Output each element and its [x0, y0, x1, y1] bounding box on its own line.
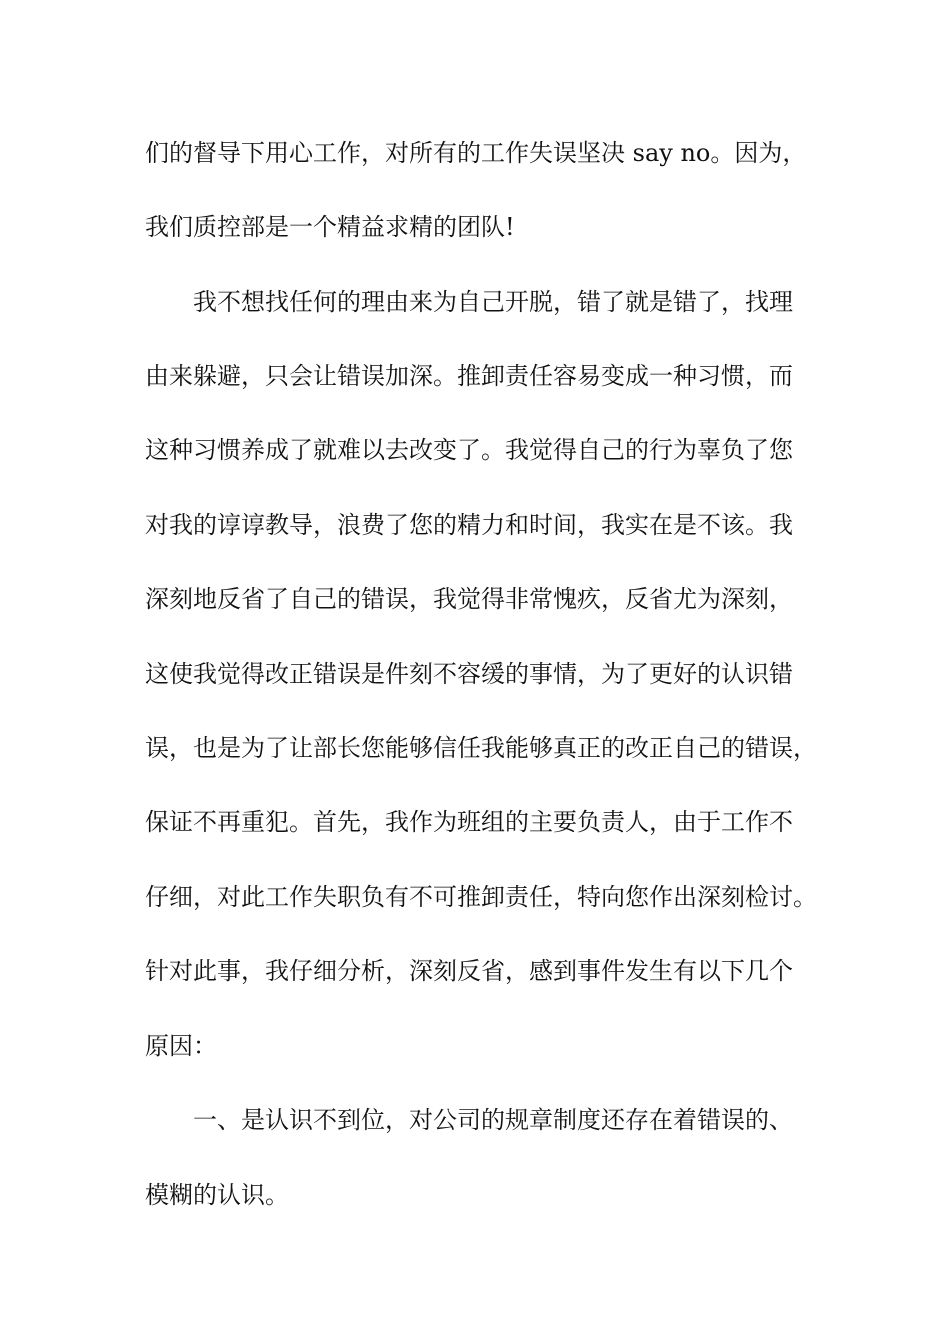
- paragraph-start-line: 一、是认识不到位，对公司的规章制度还存在着错误的、: [193, 1106, 793, 1134]
- text-line: 仔细，对此工作失职负有不可推卸责任，特向您作出深刻检讨。: [145, 883, 817, 911]
- text-line: 这种习惯养成了就难以去改变了。我觉得自己的行为辜负了您: [145, 436, 793, 464]
- text-line: 原因：: [145, 1032, 217, 1060]
- text-line: 保证不再重犯。首先，我作为班组的主要负责人，由于工作不: [145, 808, 793, 836]
- text-line: 由来躲避，只会让错误加深。推卸责任容易变成一种习惯，而: [145, 362, 793, 390]
- text-line: 深刻地反省了自己的错误，我觉得非常愧疚，反省尤为深刻，: [145, 585, 793, 613]
- text-line: 误，也是为了让部长您能够信任我能够真正的改正自己的错误，: [145, 734, 817, 762]
- text-line: 模糊的认识。: [145, 1181, 289, 1209]
- paragraph-start-line: 我不想找任何的理由来为自己开脱，错了就是错了，找理: [193, 288, 793, 316]
- text-line: 对我的谆谆教导，浪费了您的精力和时间，我实在是不该。我: [145, 511, 793, 539]
- text-line: 这使我觉得改正错误是件刻不容缓的事情，为了更好的认识错: [145, 660, 793, 688]
- text-line: 们的督导下用心工作，对所有的工作失误坚决 say no。因为，: [145, 139, 807, 167]
- text-line: 针对此事，我仔细分析，深刻反省，感到事件发生有以下几个: [145, 957, 793, 985]
- text-line: 我们质控部是一个精益求精的团队!: [145, 213, 515, 241]
